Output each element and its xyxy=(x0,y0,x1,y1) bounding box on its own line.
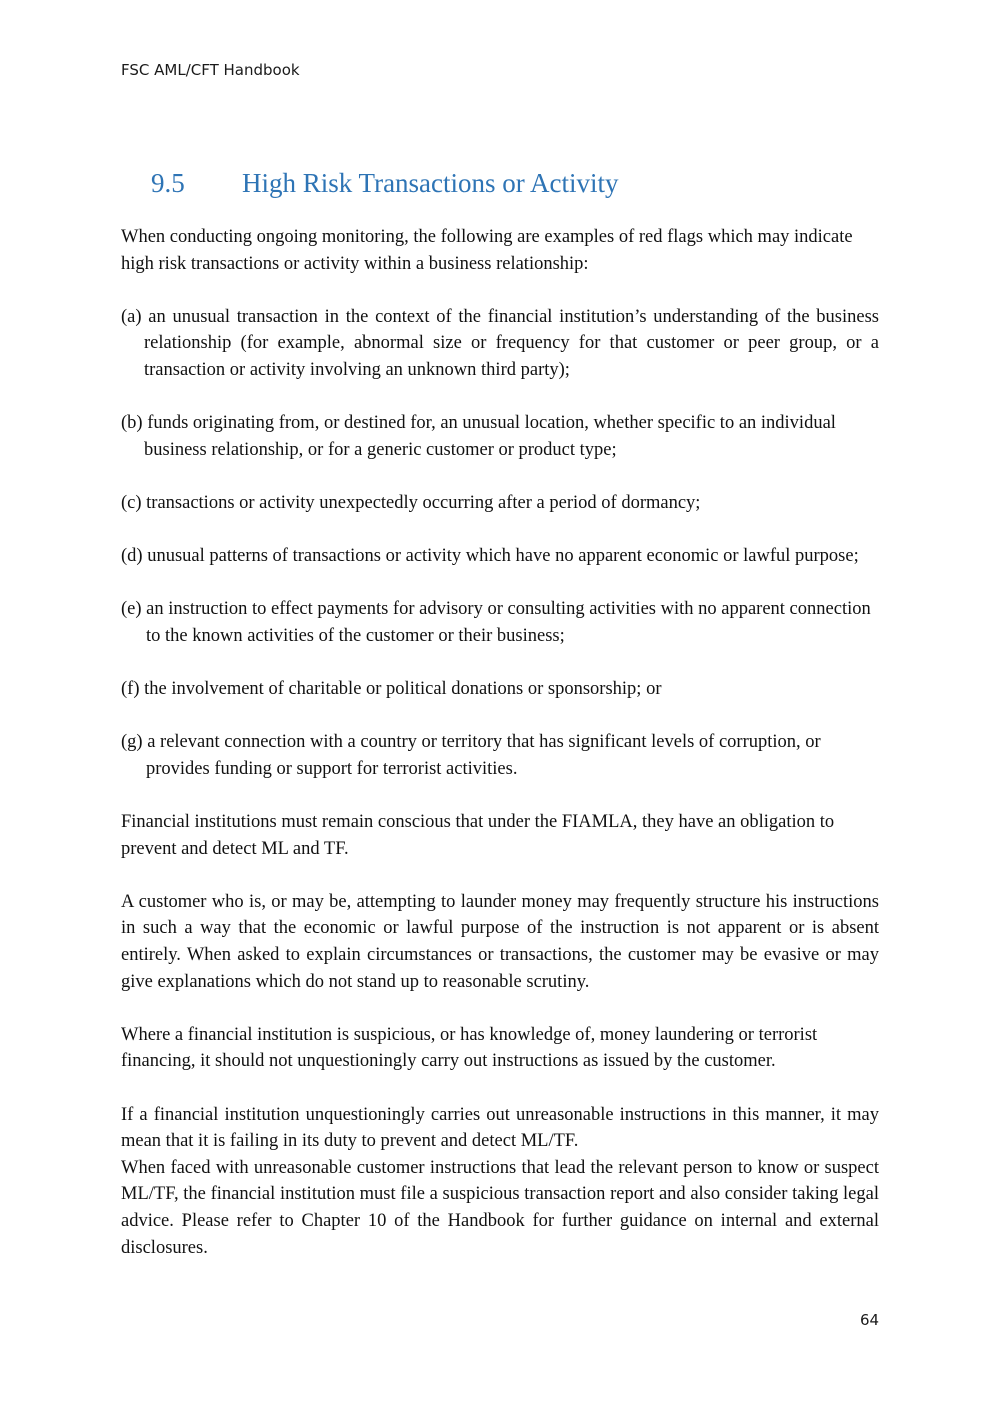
red-flag-item-d: (d) unusual patterns of transactions or activity which have no apparent economic or lawful purpose; xyxy=(121,546,859,567)
paragraph-unreasonable-instructions: If a financial institution unquestioningly carries out unreasonable instructions in this manner, it may mean that it is failing in its duty to prevent and detect ML/TF. xyxy=(121,1104,879,1152)
body-text xyxy=(121,224,879,1261)
red-flag-item-g: (g) a relevant connection with a country or territory that has significant levels of corruption, or provides funding or support for terrorist activities. xyxy=(121,732,821,779)
section-number: 9.5 xyxy=(151,168,185,198)
page-number: 64 xyxy=(860,1311,880,1329)
section-title: High Risk Transactions or Activity xyxy=(242,168,619,198)
red-flag-item-e: (e) an instruction to effect payments for advisory or consulting activities with no apparent connection to the known activities of the customer or their business; xyxy=(121,599,871,646)
red-flag-item-b: (b) funds originating from, or destined for, an unusual location, whether specific to an individual business relationship, or for a generic customer or product type; xyxy=(121,413,836,460)
paragraph-fiamla-obligation: Financial institutions must remain conscious that under the FIAMLA, they have an obligation to prevent and detect ML and TF. xyxy=(121,812,835,859)
red-flag-item-a: (a) an unusual transaction in the context of the financial institution’s understanding of the business relationship (for example, abnormal size or frequency for that customer or peer group, or a transaction or activity involving an unknown third party); xyxy=(121,306,879,380)
paragraph-suspicion: Where a financial institution is suspicious, or has knowledge of, money laundering or terrorist financing, it should not unquestioningly carry out instructions as issued by the customer. xyxy=(121,1024,818,1072)
running-header: FSC AML/CFT Handbook xyxy=(121,61,300,79)
paragraph-suspicious-transaction-report: When faced with unreasonable customer instructions that lead the relevant person to know or suspect ML/TF, the financial institution must file a suspicious transaction report and also consider taking legal advice. Please refer to Chapter 10 of the Handbook for further guidance on internal and external disclosures. xyxy=(121,1157,879,1258)
intro-paragraph: When conducting ongoing monitoring, the following are examples of red flags which may indicate high risk transactions or activity within a business relationship: xyxy=(121,227,853,274)
red-flag-item-c: (c) transactions or activity unexpectedly occurring after a period of dormancy; xyxy=(121,492,701,513)
paragraph-customer-structuring: A customer who is, or may be, attempting to launder money may frequently structure his instructions in such a way that the economic or lawful purpose of the instruction is not apparent or is absent entirely. When asked to explain circumstances or transactions, the customer may be evasive or may give explanations which do not stand up to reasonable scrutiny. xyxy=(121,891,879,992)
section-heading xyxy=(151,168,619,199)
red-flag-item-f: (f) the involvement of charitable or political donations or sponsorship; or xyxy=(121,679,662,700)
